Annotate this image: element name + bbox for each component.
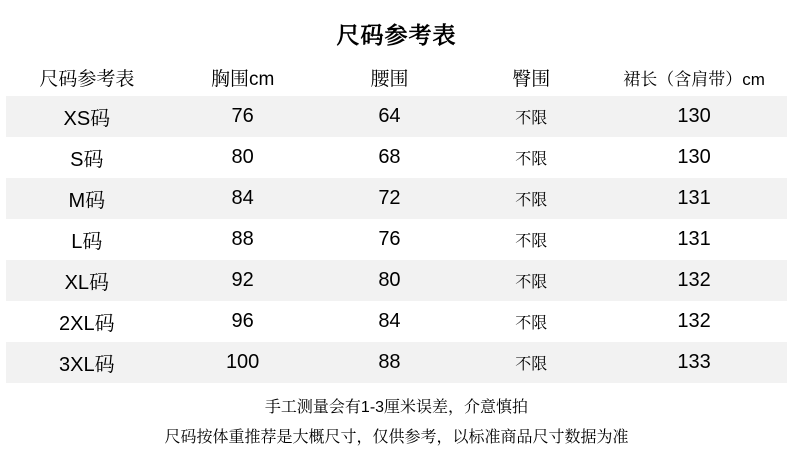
cell-size: S码 [6, 137, 168, 178]
column-header-bust: 胸围cm [168, 58, 318, 96]
cell-bust: 84 [168, 178, 318, 219]
table-row [6, 96, 787, 137]
cell-size: 3XL码 [6, 342, 168, 383]
cell-bust: 80 [168, 137, 318, 178]
cell-length: 130 [601, 137, 787, 178]
cell-bust: 92 [168, 260, 318, 301]
table-row [6, 301, 787, 342]
column-header-hip: 臀围 [461, 58, 601, 96]
cell-waist: 88 [318, 342, 462, 383]
cell-hip: 不限 [461, 137, 601, 178]
cell-size: M码 [6, 178, 168, 219]
column-header-length: 裙长（含肩带）cm [601, 58, 787, 96]
note-size-recommendation: 尺码按体重推荐是大概尺寸，仅供参考，以标准商品尺寸数据为准 [164, 429, 629, 446]
cell-hip: 不限 [461, 342, 601, 383]
size-reference-table [6, 58, 787, 383]
cell-waist: 64 [318, 96, 462, 137]
column-header-size: 尺码参考表 [6, 58, 168, 96]
cell-waist: 80 [318, 260, 462, 301]
cell-length: 131 [601, 178, 787, 219]
table-row [6, 137, 787, 178]
page-title: 尺码参考表 [336, 22, 457, 48]
cell-hip: 不限 [461, 260, 601, 301]
cell-length: 132 [601, 260, 787, 301]
table-row [6, 178, 787, 219]
cell-size: L码 [6, 219, 168, 260]
cell-size: XS码 [6, 96, 168, 137]
table-body [6, 96, 787, 383]
table-row [6, 219, 787, 260]
cell-waist: 72 [318, 178, 462, 219]
cell-bust: 100 [168, 342, 318, 383]
table-header-row [6, 58, 787, 96]
cell-hip: 不限 [461, 96, 601, 137]
table-header [6, 58, 787, 96]
cell-length: 132 [601, 301, 787, 342]
cell-hip: 不限 [461, 301, 601, 342]
cell-size: 2XL码 [6, 301, 168, 342]
cell-bust: 96 [168, 301, 318, 342]
cell-waist: 76 [318, 219, 462, 260]
cell-bust: 76 [168, 96, 318, 137]
cell-length: 131 [601, 219, 787, 260]
note-measurement-tolerance: 手工测量会有1-3厘米误差，介意慎拍 [264, 399, 529, 416]
cell-waist: 84 [318, 301, 462, 342]
notes-section [0, 383, 793, 453]
table-row [6, 260, 787, 301]
column-header-waist: 腰围 [318, 58, 462, 96]
cell-length: 130 [601, 96, 787, 137]
cell-size: XL码 [6, 260, 168, 301]
cell-hip: 不限 [461, 219, 601, 260]
cell-waist: 68 [318, 137, 462, 178]
cell-bust: 88 [168, 219, 318, 260]
table-row [6, 342, 787, 383]
cell-length: 133 [601, 342, 787, 383]
cell-hip: 不限 [461, 178, 601, 219]
